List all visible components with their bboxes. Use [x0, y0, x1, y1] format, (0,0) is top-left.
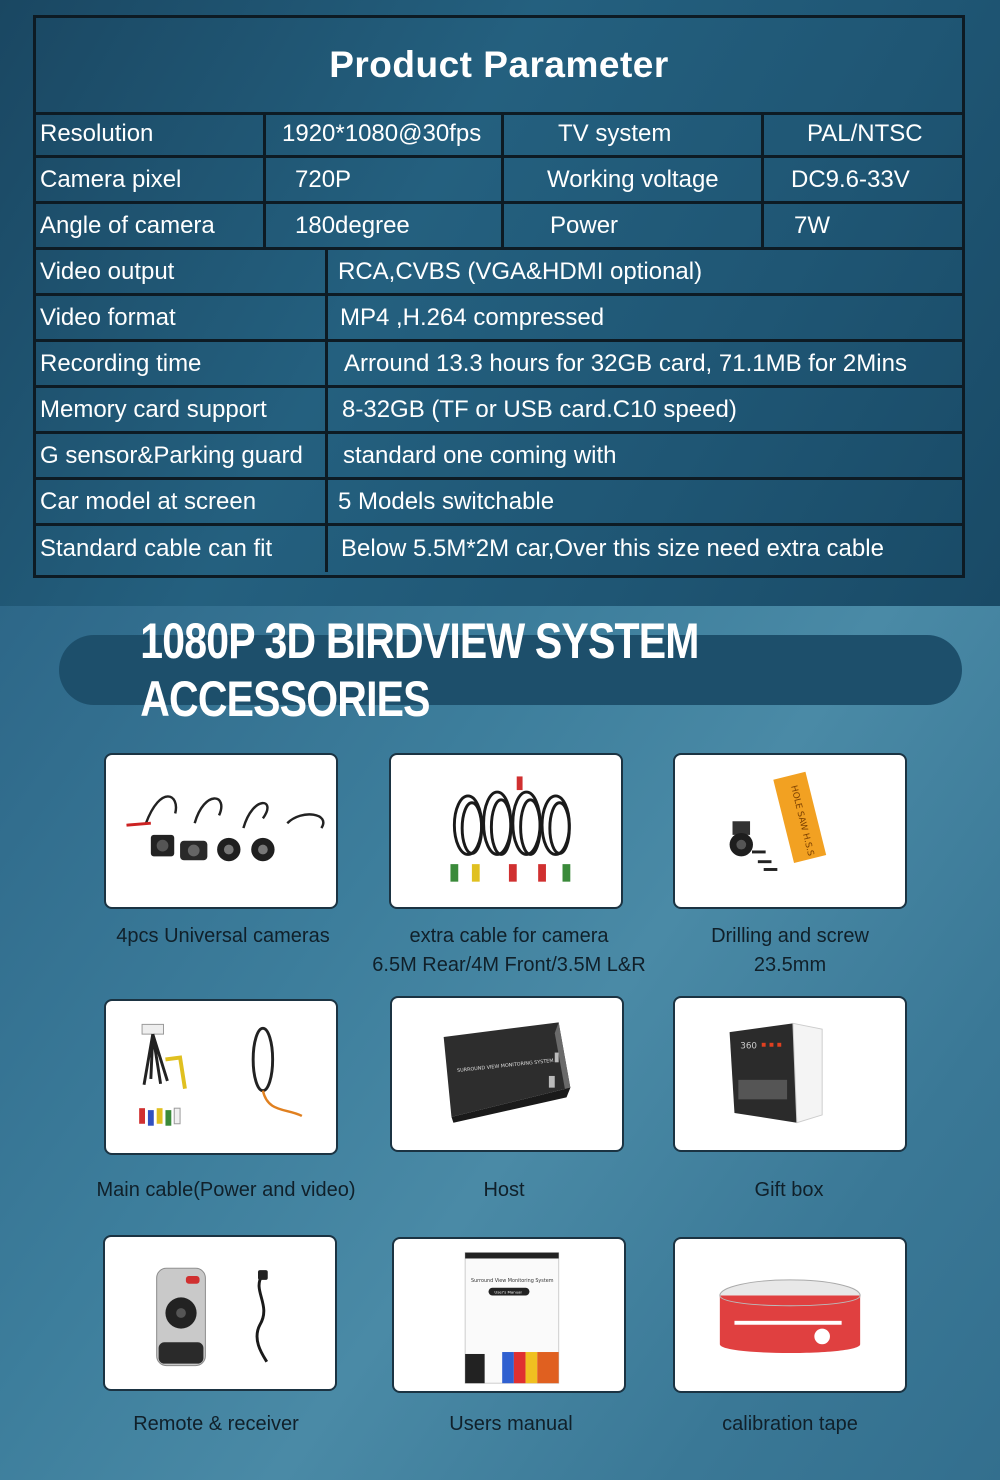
divider — [325, 250, 328, 293]
param-value: 1920*1080@30fps — [282, 119, 482, 147]
caption-line: Remote & receiver — [133, 1413, 299, 1435]
param-value: 180degree — [295, 211, 410, 239]
accessory-card-host — [390, 996, 624, 1152]
param-value: Below 5.5M*2M car,Over this size need extra cable — [341, 535, 884, 562]
host-box-icon — [392, 998, 622, 1150]
parameter-table — [33, 15, 965, 578]
divider — [325, 434, 328, 477]
accessory-caption — [349, 922, 669, 980]
table-row — [36, 434, 962, 480]
accessory-caption — [351, 1410, 671, 1439]
divider — [761, 204, 764, 247]
caption-line: Main cable(Power and video) — [96, 1179, 356, 1201]
accessory-caption — [630, 1410, 950, 1439]
cables-icon — [391, 755, 621, 907]
accessory-card-gift-box — [673, 996, 907, 1152]
divider — [263, 112, 266, 155]
caption-line: Host — [483, 1179, 525, 1201]
table-row — [36, 342, 962, 388]
table-row — [36, 526, 962, 572]
host-label: SURROUND VIEW MONITORING SYSTEM — [456, 1057, 554, 1075]
param-label: Angle of camera — [40, 211, 215, 239]
param-value: DC9.6-33V — [791, 165, 910, 193]
tape-icon — [675, 1239, 905, 1391]
param-label: Car model at screen — [40, 487, 257, 515]
banner-title: 1080P 3D BIRDVIEW SYSTEM ACCESSORIES — [140, 613, 699, 727]
param-value: PAL/NTSC — [807, 119, 923, 147]
accessory-card-cables — [389, 753, 623, 909]
divider — [501, 204, 504, 247]
table-row — [36, 480, 962, 526]
divider — [501, 112, 504, 155]
divider — [501, 158, 504, 201]
accessory-caption — [66, 1176, 386, 1205]
accessory-caption — [63, 922, 383, 951]
accessory-card-cameras — [104, 753, 338, 909]
param-label: Recording time — [40, 349, 202, 377]
param-label: Memory card support — [40, 395, 267, 423]
param-value: 720P — [295, 165, 352, 193]
caption-line: Users manual — [449, 1413, 573, 1435]
cameras-icon — [106, 755, 336, 907]
param-label: Video format — [40, 303, 176, 331]
table-row — [36, 388, 962, 434]
caption-line: Drilling and screw — [711, 925, 869, 947]
param-value: 8-32GB (TF or USB card.C10 speed) — [342, 395, 737, 423]
table-row — [36, 158, 962, 204]
accessories-banner — [59, 613, 962, 727]
caption-line: extra cable for camera — [409, 925, 609, 947]
table-row — [36, 112, 962, 158]
drill-box-label: HOLE SAW H.S.S — [788, 784, 816, 858]
table-row — [36, 296, 962, 342]
accessory-card-manual — [392, 1237, 626, 1393]
divider — [325, 526, 328, 572]
accessory-caption — [630, 922, 950, 980]
divider — [325, 296, 328, 339]
param-label: Camera pixel — [40, 165, 182, 193]
param-label: Video output — [40, 257, 175, 285]
param-value: 5 Models switchable — [338, 487, 555, 515]
caption-line: 4pcs Universal cameras — [116, 925, 330, 947]
accessory-card-remote — [103, 1235, 337, 1391]
param-label: Working voltage — [547, 165, 719, 193]
manual-title: Surround View Monitoring System — [471, 1277, 554, 1284]
accessory-caption — [344, 1176, 664, 1205]
param-value: MP4 ,H.264 compressed — [340, 303, 605, 331]
caption-line: 23.5mm — [753, 954, 827, 976]
remote-icon — [105, 1237, 335, 1389]
divider — [325, 388, 328, 431]
gift-box-label: 360 — [740, 1041, 758, 1052]
caption-line: Gift box — [754, 1179, 824, 1201]
manual-icon — [394, 1239, 624, 1391]
divider — [263, 204, 266, 247]
manual-subtitle: User's Manual — [494, 1289, 522, 1295]
gift-box-icon — [675, 998, 905, 1150]
param-value: RCA,CVBS (VGA&HDMI optional) — [338, 257, 703, 285]
accessory-caption — [56, 1410, 376, 1439]
param-label: G sensor&Parking guard — [40, 441, 303, 469]
param-label: Standard cable can fit — [40, 535, 273, 562]
divider — [761, 158, 764, 201]
table-title: Product Parameter — [36, 18, 962, 115]
divider — [325, 480, 328, 523]
param-value: Arround 13.3 hours for 32GB card, 71.1MB for 2Mins — [344, 349, 907, 377]
param-label: Power — [550, 211, 619, 239]
table-row — [36, 250, 962, 296]
divider — [325, 342, 328, 385]
accessory-card-tape — [673, 1237, 907, 1393]
divider — [761, 112, 764, 155]
param-value: standard one coming with — [343, 441, 617, 469]
caption-line: 6.5M Rear/4M Front/3.5M L&R — [372, 954, 646, 976]
param-label: Resolution — [40, 119, 154, 147]
main-cable-icon — [106, 1001, 336, 1153]
param-value: 7W — [794, 211, 830, 239]
accessory-card-main-cable — [104, 999, 338, 1155]
accessory-caption — [629, 1176, 949, 1205]
drill-icon — [675, 755, 905, 907]
divider — [263, 158, 266, 201]
param-label: TV system — [558, 119, 672, 147]
caption-line: calibration tape — [722, 1413, 858, 1435]
accessory-card-drill — [673, 753, 907, 909]
table-row — [36, 204, 962, 250]
